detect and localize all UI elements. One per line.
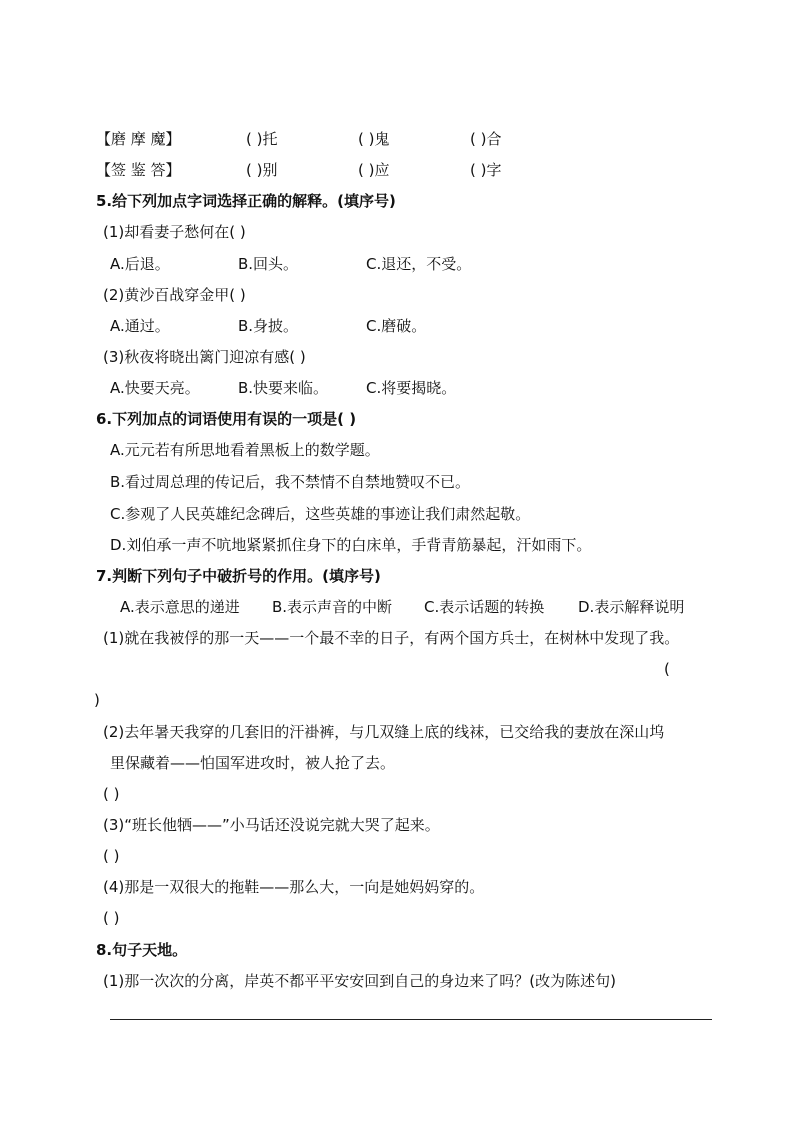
q5-item-1-option-c: C.退还，不受。 xyxy=(366,255,472,273)
q8-title: 8.句子天地。 xyxy=(96,941,188,959)
q5-item-2-option-b: B.身披。 xyxy=(238,317,299,335)
q5-item-3-option-b: B.快要来临。 xyxy=(238,379,329,397)
q5-item-3-option-c: C.将要揭晓。 xyxy=(366,379,457,397)
q7-item-4-blank[interactable]: ( ) xyxy=(103,909,120,927)
q7-option-c: C.表示话题的转换 xyxy=(424,598,545,616)
char-group-1-blank-3[interactable]: ( )合 xyxy=(470,130,502,148)
q7-item-2-line-1: (2)去年暑天我穿的几套旧的汗褂裤，与几双缝上底的线袜，已交给我的妻放在深山坞 xyxy=(103,723,665,741)
char-group-1-blank-1[interactable]: ( )托 xyxy=(246,130,278,148)
q6-option-c: C.参观了人民英雄纪念碑后，这些英雄的事迹让我们肃然起敬。 xyxy=(110,505,531,523)
q5-item-2-option-c: C.磨破。 xyxy=(366,317,427,335)
q7-item-3: (3)“班长他牺——”小马话还没说完就大哭了起来。 xyxy=(103,816,440,834)
q7-item-1-paren-open[interactable]: ( xyxy=(664,660,670,678)
q6-option-d: D.刘伯承一声不吭地紧紧抓住身下的白床单，手背青筋暴起，汗如雨下。 xyxy=(110,536,592,554)
char-group-2-blank-2[interactable]: ( )应 xyxy=(358,161,390,179)
char-group-1-label: 【磨 摩 魔】 xyxy=(96,130,181,148)
q5-item-2-stem: (2)黄沙百战穿金甲( ) xyxy=(103,286,246,304)
char-group-2-blank-1[interactable]: ( )别 xyxy=(246,161,278,179)
q5-item-1-option-a: A.后退。 xyxy=(110,255,170,273)
q5-item-1-option-b: B.回头。 xyxy=(238,255,299,273)
q5-item-3-option-a: A.快要天亮。 xyxy=(110,379,200,397)
q7-item-1: (1)就在我被俘的那一天——一个最不幸的日子，有两个国方兵士，在树林中发现了我。 xyxy=(103,629,680,647)
q7-option-d: D.表示解释说明 xyxy=(578,598,685,616)
q6-title: 6.下列加点的词语使用有误的一项是( ) xyxy=(96,410,357,428)
q6-option-a: A.元元若有所思地看着黑板上的数学题。 xyxy=(110,441,380,459)
q7-item-3-blank[interactable]: ( ) xyxy=(103,847,120,865)
q7-title: 7.判断下列句子中破折号的作用。(填序号) xyxy=(96,567,381,585)
q7-option-b: B.表示声音的中断 xyxy=(272,598,393,616)
char-group-1-blank-2[interactable]: ( )鬼 xyxy=(358,130,390,148)
q7-item-2-line-2: 里保藏着——怕国军进攻时，被人抢了去。 xyxy=(110,754,396,772)
q8-item-1: (1)那一次次的分离，岸英不都平平安安回到自己的身边来了吗？(改为陈述句) xyxy=(103,972,616,990)
q5-item-2-option-a: A.通过。 xyxy=(110,317,170,335)
q5-item-1-stem: (1)却看妻子愁何在( ) xyxy=(103,223,246,241)
q7-option-a: A.表示意思的递进 xyxy=(120,598,240,616)
q7-item-2-blank[interactable]: ( ) xyxy=(103,785,120,803)
q6-option-b: B.看过周总理的传记后，我不禁情不自禁地赞叹不已。 xyxy=(110,473,471,491)
q5-item-3-stem: (3)秋夜将晓出篱门迎凉有感( ) xyxy=(103,348,306,366)
char-group-2-blank-3[interactable]: ( )字 xyxy=(470,161,502,179)
char-group-2-label: 【签 鉴 答】 xyxy=(96,161,181,179)
answer-line[interactable] xyxy=(110,1019,712,1020)
q7-item-1-paren-close[interactable]: ) xyxy=(94,691,100,709)
q7-item-4: (4)那是一双很大的拖鞋——那么大，一向是她妈妈穿的。 xyxy=(103,878,485,896)
q5-title: 5.给下列加点字词选择正确的解释。(填序号) xyxy=(96,192,396,210)
